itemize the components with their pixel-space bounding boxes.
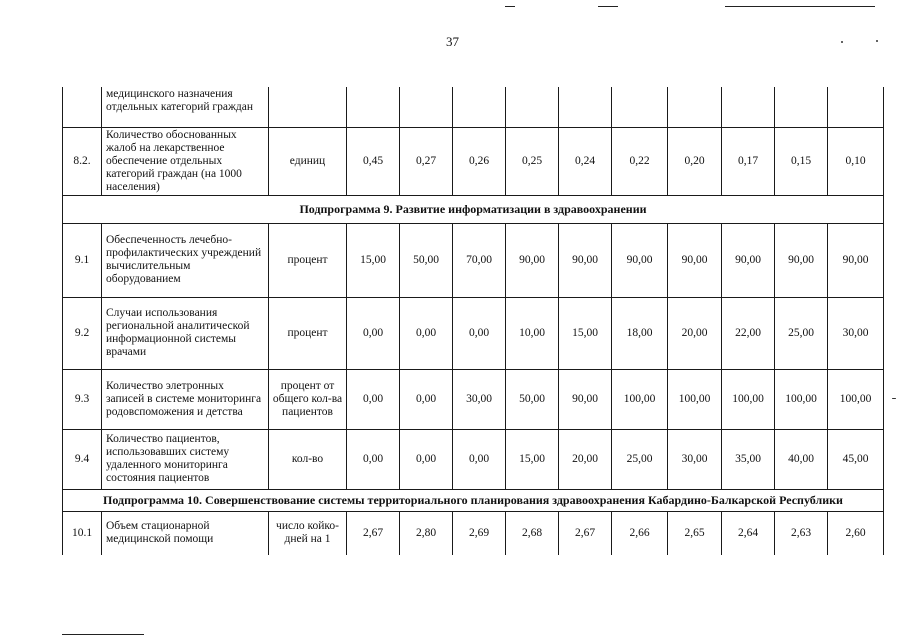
value-cell: 50,00 bbox=[506, 369, 559, 429]
value-cell: 22,00 bbox=[722, 297, 775, 369]
value-cell: 90,00 bbox=[722, 223, 775, 297]
value-cell: 45,00 bbox=[828, 429, 884, 489]
row-number: 8.2. bbox=[63, 127, 102, 195]
footnote-line bbox=[62, 634, 144, 635]
value-cell bbox=[722, 87, 775, 127]
value-cell bbox=[775, 87, 828, 127]
indicator-name: Количество обоснованных жалоб на лекарственное обеспечение отдельных категорий граждан (на 1000 населения) bbox=[102, 127, 269, 195]
value-cell bbox=[347, 87, 400, 127]
value-cell: 20,00 bbox=[668, 297, 722, 369]
value-cell: 2,68 bbox=[506, 511, 559, 555]
value-cell: 0,00 bbox=[453, 429, 506, 489]
value-cell: 0,24 bbox=[559, 127, 612, 195]
table-row bbox=[63, 127, 884, 195]
value-cell: 0,25 bbox=[506, 127, 559, 195]
unit-cell: единиц bbox=[269, 127, 347, 195]
row-number: 9.3 bbox=[63, 369, 102, 429]
value-cell: 90,00 bbox=[559, 223, 612, 297]
value-cell: 90,00 bbox=[668, 223, 722, 297]
value-cell: 15,00 bbox=[559, 297, 612, 369]
value-cell: 0,22 bbox=[612, 127, 668, 195]
page-number: 37 bbox=[446, 34, 459, 49]
value-cell: 90,00 bbox=[612, 223, 668, 297]
value-cell: 100,00 bbox=[722, 369, 775, 429]
indicator-name: Объем стационарной медицинской помощи bbox=[102, 511, 269, 555]
scan-line bbox=[598, 6, 618, 7]
value-cell: 15,00 bbox=[506, 429, 559, 489]
unit-cell bbox=[269, 87, 347, 127]
value-cell: 0,17 bbox=[722, 127, 775, 195]
value-cell: 15,00 bbox=[347, 223, 400, 297]
section-header-row bbox=[63, 195, 884, 223]
value-cell: 70,00 bbox=[453, 223, 506, 297]
value-cell: 50,00 bbox=[400, 223, 453, 297]
value-cell: 40,00 bbox=[775, 429, 828, 489]
value-cell: 2,60 bbox=[828, 511, 884, 555]
value-cell: 0,00 bbox=[400, 369, 453, 429]
unit-cell: кол-во bbox=[269, 429, 347, 489]
value-cell: 30,00 bbox=[668, 429, 722, 489]
indicator-name: медицинского назначения отдельных категорий граждан bbox=[102, 87, 269, 127]
value-cell: 30,00 bbox=[828, 297, 884, 369]
row-number: 10.1 bbox=[63, 511, 102, 555]
indicator-name: Случаи использования региональной аналитической информационной системы врачами bbox=[102, 297, 269, 369]
unit-cell: процент bbox=[269, 297, 347, 369]
value-cell: 0,20 bbox=[668, 127, 722, 195]
value-cell bbox=[668, 87, 722, 127]
table-row bbox=[63, 511, 884, 555]
value-cell: 2,64 bbox=[722, 511, 775, 555]
value-cell: 0,00 bbox=[347, 429, 400, 489]
value-cell bbox=[400, 87, 453, 127]
indicator-name: Количество элетронных записей в системе мониторинга родовспоможения и детства bbox=[102, 369, 269, 429]
value-cell: 30,00 bbox=[453, 369, 506, 429]
value-cell: 20,00 bbox=[559, 429, 612, 489]
value-cell: 0,45 bbox=[347, 127, 400, 195]
value-cell: 0,27 bbox=[400, 127, 453, 195]
table-row bbox=[63, 87, 884, 127]
value-cell bbox=[506, 87, 559, 127]
table-body bbox=[63, 87, 884, 555]
indicators-table bbox=[62, 87, 884, 555]
row-number: 9.1 bbox=[63, 223, 102, 297]
indicator-name: Количество пациентов, использовавших систему удаленного мониторинга состояния пациентов bbox=[102, 429, 269, 489]
value-cell: 100,00 bbox=[612, 369, 668, 429]
section-header-row bbox=[63, 489, 884, 511]
row-number bbox=[63, 87, 102, 127]
row-number: 9.2 bbox=[63, 297, 102, 369]
value-cell: 0,15 bbox=[775, 127, 828, 195]
table-row bbox=[63, 369, 884, 429]
value-cell: 18,00 bbox=[612, 297, 668, 369]
table-row bbox=[63, 429, 884, 489]
scan-speck bbox=[892, 398, 896, 399]
value-cell: 90,00 bbox=[559, 369, 612, 429]
unit-cell: число койко-дней на 1 bbox=[269, 511, 347, 555]
value-cell: 100,00 bbox=[668, 369, 722, 429]
value-cell: 2,67 bbox=[347, 511, 400, 555]
value-cell: 0,10 bbox=[828, 127, 884, 195]
value-cell: 100,00 bbox=[828, 369, 884, 429]
value-cell: 2,67 bbox=[559, 511, 612, 555]
value-cell: 100,00 bbox=[775, 369, 828, 429]
value-cell: 0,26 bbox=[453, 127, 506, 195]
indicator-name: Обеспеченность лечебно-профилактических учреждений вычислительным оборудованием bbox=[102, 223, 269, 297]
value-cell: 35,00 bbox=[722, 429, 775, 489]
unit-cell: процент от общего кол-ва пациентов bbox=[269, 369, 347, 429]
value-cell bbox=[612, 87, 668, 127]
section-title: Подпрограмма 10. Совершенствование системы территориального планирования здравоохранения Кабардино-Балкарской Республики bbox=[63, 489, 884, 511]
value-cell bbox=[453, 87, 506, 127]
value-cell: 25,00 bbox=[612, 429, 668, 489]
table-row bbox=[63, 297, 884, 369]
value-cell: 10,00 bbox=[506, 297, 559, 369]
value-cell: 2,63 bbox=[775, 511, 828, 555]
value-cell: 2,80 bbox=[400, 511, 453, 555]
value-cell: 0,00 bbox=[400, 429, 453, 489]
scan-line bbox=[505, 6, 515, 7]
value-cell: 90,00 bbox=[506, 223, 559, 297]
scan-line bbox=[725, 6, 875, 7]
section-title: Подпрограмма 9. Развитие информатизации в здравоохранении bbox=[63, 195, 884, 223]
value-cell bbox=[559, 87, 612, 127]
table-row bbox=[63, 223, 884, 297]
value-cell: 25,00 bbox=[775, 297, 828, 369]
value-cell: 90,00 bbox=[828, 223, 884, 297]
value-cell: 0,00 bbox=[453, 297, 506, 369]
value-cell: 90,00 bbox=[775, 223, 828, 297]
row-number: 9.4 bbox=[63, 429, 102, 489]
value-cell: 2,69 bbox=[453, 511, 506, 555]
unit-cell: процент bbox=[269, 223, 347, 297]
value-cell: 2,66 bbox=[612, 511, 668, 555]
value-cell bbox=[828, 87, 884, 127]
value-cell: 0,00 bbox=[347, 297, 400, 369]
value-cell: 2,65 bbox=[668, 511, 722, 555]
value-cell: 0,00 bbox=[347, 369, 400, 429]
value-cell: 0,00 bbox=[400, 297, 453, 369]
